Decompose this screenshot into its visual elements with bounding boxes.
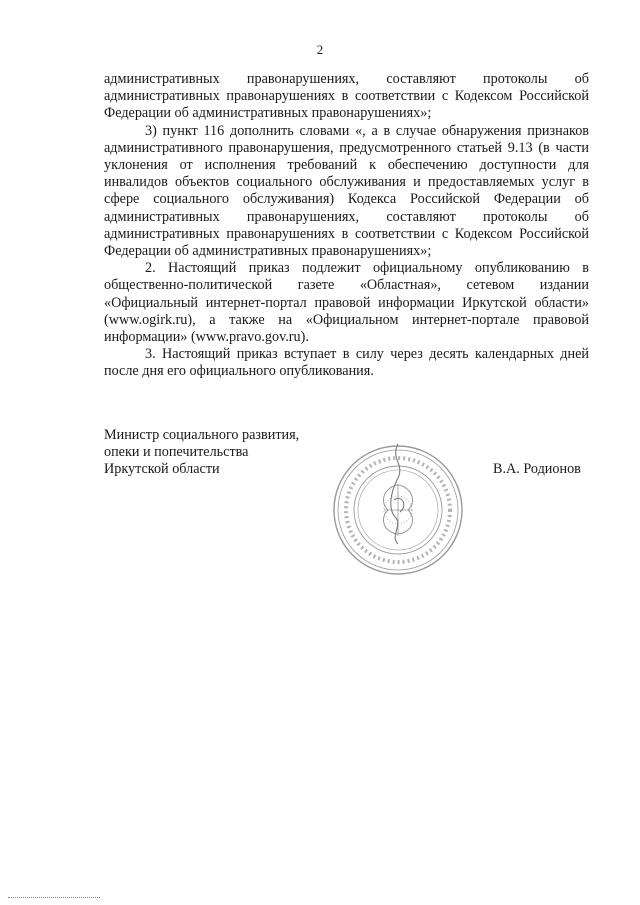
paragraph-publication: 2. Настоящий приказ подлежит официальному опубликованию в общественно-политической газете «Областная», сетевом издании «Официальный интернет-портал правовой информации Иркутской области» (www.ogirk.ru), а также на «Официальном интернет-портале правовой информации» (www.pravo.gov.ru). [104,260,589,346]
document-body [104,71,589,381]
handwritten-signature-icon [391,444,404,544]
paragraph-item-3: 3) пункт 116 дополнить словами «, а в случае обнаружения признаков административного правонарушения, предусмотренного статьей 9.13 (в части уклонения от исполнения требований к обеспечению доступности для инвалидов объектов социального обслуживания и предоставляемых услуг в сфере социального обслуживания) Кодекса Российской Федерации об административных правонарушениях, составляют протоколы об административных правонарушениях в соответствии с Кодексом Российской Федерации об административных правонарушениях»; [104,122,589,260]
signatory-name: В.А. Родионов [493,461,581,477]
paragraph-entry-into-force: 3. Настоящий приказ вступает в силу через десять календарных дней после дня его официального опубликования. [104,346,589,380]
signatory-title [104,427,299,479]
page-number: 2 [316,42,324,57]
signatory-title-line: опеки и попечительства [104,444,249,461]
paragraph-continuation: административных правонарушениях, составляют протоколы об административных правонарушениях в соответствии с Кодексом Российской Федерации об административных правонарушениях»; [104,71,589,122]
official-seal-stamp [328,440,468,580]
signatory-title-line: Министр социального развития, [104,427,300,443]
signatory-title-line: Иркутской области [104,461,220,478]
footer-divider [8,897,100,898]
